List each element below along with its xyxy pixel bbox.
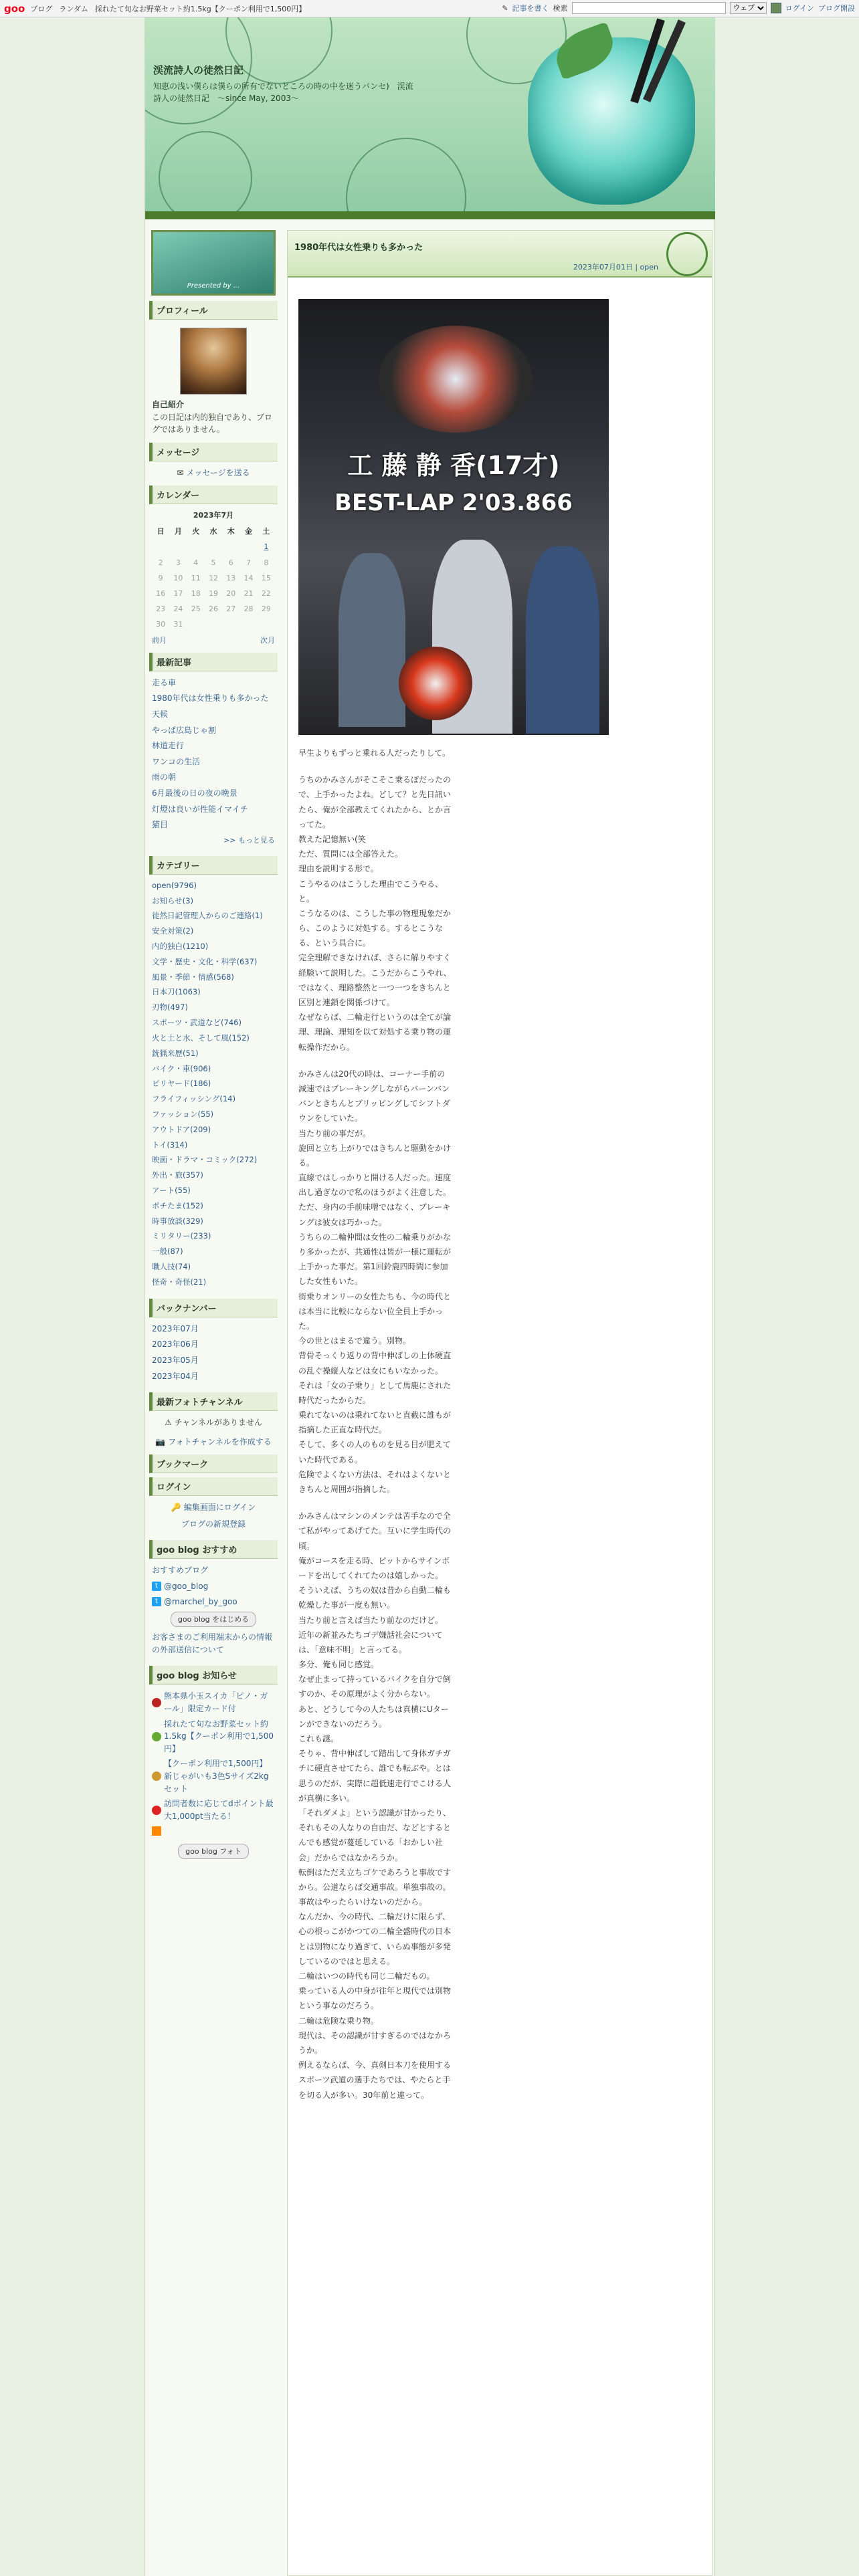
helmet-figure	[399, 647, 472, 720]
backnumber-item[interactable]: 2023年04月	[152, 1371, 199, 1381]
calendar-day: 26	[208, 604, 218, 613]
category-item[interactable]: 時事放談(329)	[152, 1216, 203, 1226]
calendar-day: 17	[173, 588, 183, 598]
mint-drink-image	[528, 37, 695, 205]
category-item[interactable]: アート(55)	[152, 1186, 191, 1196]
envelope-icon: ✉	[177, 467, 184, 477]
compose-link[interactable]: 記事を書く	[512, 4, 549, 13]
calendar-day: 4	[193, 558, 199, 567]
recent-item[interactable]: 林道走行	[152, 741, 185, 751]
photo-channel-heading: 最新フォトチャンネル	[149, 1392, 278, 1411]
calendar-day: 31	[173, 619, 183, 629]
category-item[interactable]: 怪奇・奇怪(21)	[152, 1277, 207, 1287]
calendar-day: 27	[226, 604, 236, 613]
category-item[interactable]: お知らせ(3)	[152, 895, 193, 905]
calendar-nav	[152, 635, 275, 646]
photo-caption-name: 工 藤 静 香(17才)	[347, 451, 560, 480]
category-item[interactable]: 安全対策(2)	[152, 926, 194, 936]
calendar-day	[258, 617, 275, 632]
recent-item[interactable]: 雨の朝	[152, 772, 177, 782]
weekday: 木	[227, 527, 235, 536]
main-content	[287, 230, 712, 2576]
weekday: 日	[157, 527, 165, 536]
person-figure	[526, 546, 599, 734]
recent-item[interactable]: 天候	[152, 709, 169, 719]
login-box	[148, 1500, 279, 1536]
prev-month-link[interactable]: 前月	[152, 635, 167, 645]
category-item[interactable]: 風景・季節・情感(568)	[152, 972, 234, 982]
calendar-day: 20	[226, 588, 236, 598]
start-blog-button[interactable]: goo blog をはじめる	[171, 1612, 256, 1627]
calendar-day: 10	[173, 573, 183, 582]
topbar-link-blog[interactable]: ブログ	[30, 4, 53, 13]
recommend-heading: goo blog おすすめ	[149, 1540, 278, 1559]
calendar-day: 8	[264, 558, 269, 567]
sidebar-banner[interactable]: Presented by ...	[151, 230, 276, 296]
profile-label: 自己紹介	[152, 400, 185, 409]
rss-icon[interactable]	[152, 1826, 161, 1836]
category-item[interactable]: 火と土と水、そして風(152)	[152, 1033, 250, 1043]
calendar-day: 28	[244, 604, 254, 613]
calendar-day: 25	[191, 604, 201, 613]
calendar-day: 14	[244, 573, 254, 582]
entry-category-link[interactable]: open	[640, 263, 658, 272]
category-item[interactable]: 刃物(497)	[152, 1002, 188, 1012]
weekday: 火	[192, 527, 200, 536]
entry-meta: 2023年07月01日 | open	[573, 263, 658, 272]
key-icon: 🔑	[171, 1503, 181, 1513]
category-item[interactable]: ミリタリー(233)	[152, 1231, 211, 1241]
calendar-day: 5	[211, 558, 216, 567]
header-divider	[145, 211, 715, 219]
recent-item[interactable]: 1980年代は女性乗りも多かった	[152, 693, 269, 704]
category-item[interactable]: 徒然日記管理人からのご連絡(1)	[152, 911, 263, 921]
calendar-day: 21	[244, 588, 254, 598]
news-link[interactable]: 訪問者数に応じてdポイント最大1,000pt当たる！	[164, 1799, 274, 1821]
photo-channel-box	[148, 1415, 279, 1451]
calendar-day: 22	[261, 588, 271, 598]
category-item[interactable]: スポーツ・武道など(746)	[152, 1018, 242, 1028]
weekday: 土	[262, 527, 270, 536]
recent-item[interactable]: 猫目	[152, 820, 169, 830]
category-item[interactable]: ポチたま(152)	[152, 1200, 203, 1210]
category-item[interactable]: アウトドア(209)	[152, 1124, 211, 1134]
calendar-box	[148, 508, 279, 648]
search-button[interactable]	[771, 3, 781, 13]
category-item[interactable]: open(9796)	[152, 880, 197, 890]
recent-more-link[interactable]: >> もっと見る	[223, 835, 275, 845]
calendar-month: 2023年7月	[193, 511, 234, 520]
login-link[interactable]: ログイン	[785, 4, 814, 13]
calendar-day	[152, 539, 169, 554]
search-scope-select[interactable]	[730, 2, 767, 14]
calendar-day: 16	[156, 588, 166, 598]
category-item[interactable]: 外出・旅(357)	[152, 1170, 203, 1180]
twitter-icon: t	[152, 1597, 161, 1606]
camera-icon: 📷	[155, 1436, 166, 1446]
calendar-day	[240, 617, 257, 632]
twitter-link[interactable]: @goo_blog	[164, 1582, 209, 1592]
recent-item[interactable]: 走る車	[152, 677, 177, 687]
category-item[interactable]: 銃猟来歴(51)	[152, 1048, 199, 1058]
calendar-day	[222, 617, 240, 632]
news-row	[152, 1718, 275, 1755]
category-item[interactable]: トイ(314)	[152, 1140, 188, 1150]
news-row	[152, 1757, 275, 1795]
topbar-right	[502, 2, 855, 14]
backnumber-heading: バックナンバー	[149, 1299, 278, 1317]
vegetable-icon	[152, 1732, 161, 1741]
blog-header	[145, 17, 715, 211]
search-label: 検索	[553, 4, 568, 13]
category-item[interactable]: 映画・ドラマ・コミック(272)	[152, 1155, 258, 1165]
topbar-link-promo[interactable]: 採れたて旬なお野菜セット約1.5kg【クーポン利用で1,500円】	[94, 4, 306, 13]
entry-paragraph: 早生よりもずっと乗れる人だったりして。	[298, 748, 451, 758]
calendar-day: 12	[208, 573, 218, 582]
pencil-icon: ✎	[502, 3, 508, 13]
backnumber-item[interactable]: 2023年05月	[152, 1355, 199, 1365]
recent-list	[148, 675, 279, 852]
goo-photo-button[interactable]: goo blog フォト	[178, 1844, 249, 1859]
calendar-table	[152, 524, 275, 631]
recent-heading: 最新記事	[149, 653, 278, 671]
message-heading: メッセージ	[149, 443, 278, 461]
topbar-link-random[interactable]: ランダム	[59, 4, 88, 13]
twitter-link[interactable]: @marchel_by_goo	[164, 1596, 237, 1606]
calendar-day: 9	[158, 573, 163, 582]
calendar-day: 7	[246, 558, 252, 567]
register-blog-link[interactable]: ブログの新規登録	[181, 1519, 246, 1529]
news-heading: goo blog お知らせ	[149, 1666, 278, 1685]
news-row	[152, 1798, 275, 1822]
login-heading: ログイン	[149, 1477, 278, 1496]
entry-paragraph: かみさんは20代の時は、コーナー手前の減速ではブレーキングしながらバーンバンバンときちんとブリッピングしてシフトダウンをしていた。 当たり前の事だが。 旋回と立ち上がりではきちんと駆動をかける。 直線ではしっかりと開ける人だった。速度出し過ぎなので私のほうがよく注意した。 ただ、身内の手前味噌ではなく、ブレーキングは彼女は巧かった。 うちらの二輪仲間は女性の二輪乗りがかなり多かったが、共通性は皆が一様に運転が上手かった事だ。第1回鈴鹿四時間に参加した女性もいた。 街乗りオンリーの女性たちも、今の時代とは本当に比較にならない位全員上手かった。 今の世とはまるで違う。別物。 背骨そっくり返りの背中伸ばしの上体硬直の乱ぐ操縦人などは女にもいなかった。 それは「女の子乗り」として馬鹿にされた時代だったからだ。 乗れてないのは乗れてないと直截に誰もが指摘した正直な時代だ。 そして、多くの人のものを見る目が肥えていた時代である。 危険でよくない方法は、それはよくないときちんと周囲が指摘した。	[298, 1069, 452, 1494]
backnumber-item[interactable]: 2023年07月	[152, 1323, 199, 1333]
calendar-day	[169, 539, 187, 554]
weekday: 月	[174, 527, 182, 536]
category-item[interactable]: 内的独白(1210)	[152, 942, 209, 952]
calendar-day: 24	[173, 604, 183, 613]
category-item[interactable]: フライフィッシング(14)	[152, 1094, 235, 1104]
motorcycle-figure	[379, 326, 533, 433]
open-blog-link[interactable]: ブログ開設	[818, 4, 855, 13]
recent-item[interactable]: 灯燈は良いが性能イマイチ	[152, 804, 248, 814]
next-month-link[interactable]: 次月	[260, 635, 275, 645]
privacy-notice-link[interactable]: お客さまのご利用端末からの情報の外部送信について	[152, 1632, 273, 1654]
profile-heading: プロフィール	[149, 301, 278, 320]
edit-login-link[interactable]: 編集画面にログイン	[183, 1503, 256, 1513]
calendar-day: 6	[228, 558, 233, 567]
calendar-day: 15	[261, 573, 271, 582]
news-link[interactable]: 熊本県小玉スイカ「ピノ・ガール」限定カード付	[164, 1691, 268, 1714]
entry-photo[interactable]	[298, 299, 609, 735]
profile-box	[148, 324, 279, 439]
recent-item[interactable]: 6月最後の日の夜の晩景	[152, 788, 237, 798]
backnumber-list	[148, 1321, 279, 1388]
person-figure	[339, 553, 405, 727]
calendar-day: 18	[191, 588, 201, 598]
calendar-day: 29	[261, 604, 271, 613]
avatar	[180, 328, 247, 395]
blog-title[interactable]: 渓流詩人の徒然日記	[153, 64, 244, 76]
news-link[interactable]: 採れたて旬なお野菜セット約1.5kg【クーポン利用で1,500円】	[164, 1719, 274, 1753]
global-topbar	[0, 0, 859, 17]
news-link[interactable]: 【クーポン利用で1,500円】新じゃがいも3色Sサイズ2kgセット	[164, 1759, 269, 1794]
twitter-row	[152, 1580, 275, 1593]
calendar-day	[205, 539, 222, 554]
entry-paragraph: うちのかみさんがそこそこ乗るぽだったので、上手かったよね。どして？と先日訊いたら、俺が全部教えてくれたから、とか言ってた。 教えた記憶無い(笑 ただ、質問には全部答えた。 理由を説明する形で。 こうやるのはこうした理由でこうやる、と。 こうなるのは、こうした事の物理現象だから、このように対処する。するとこうなる、という具合に。 完全理解できなければ、さらに解りやすく経験いて説明した。こうだからこうやれ、ではなく、理路整然と一つ一つをきちんと区別と連鎖を関係づけて。 なぜならば、二輪走行というのは全てが論理、理論、理知を以て対処する乗り物の運転操作だから。	[298, 775, 452, 1052]
twitter-icon: t	[152, 1582, 161, 1591]
calendar-day: 19	[208, 588, 218, 598]
calendar-day-link[interactable]: 1	[264, 542, 269, 552]
calendar-day	[187, 617, 205, 632]
calendar-heading: カレンダー	[149, 486, 278, 504]
calendar-day: 3	[175, 558, 181, 567]
create-photo-channel-link[interactable]: フォトチャンネルを作成する	[168, 1436, 272, 1446]
news-row	[152, 1690, 275, 1715]
entry-header	[288, 231, 712, 278]
bookmark-heading: ブックマーク	[149, 1455, 278, 1473]
recommend-blog-link[interactable]: おすすめブログ	[152, 1566, 209, 1576]
calendar-day: 11	[191, 573, 201, 582]
weekday: 金	[245, 527, 253, 536]
watermelon-icon	[152, 1698, 161, 1707]
goo-logo[interactable]: goo	[4, 2, 25, 15]
recent-item[interactable]: やっぱ広島じゃ割	[152, 725, 217, 735]
calendar-day: 23	[156, 604, 166, 613]
calendar-day	[205, 617, 222, 632]
news-box	[148, 1689, 279, 1862]
category-list	[148, 879, 279, 1295]
category-item[interactable]: 一般(87)	[152, 1247, 183, 1257]
calendar-day: 13	[226, 573, 236, 582]
send-message-link[interactable]: メッセージを送る	[186, 467, 250, 477]
category-heading: カテゴリー	[149, 856, 278, 875]
profile-text: この日記は内的独自であり、ブログではありません。	[152, 412, 273, 435]
category-item[interactable]: ファッション(55)	[152, 1109, 214, 1119]
category-item[interactable]: 文学・歴史・文化・科学(637)	[152, 956, 258, 966]
photo-caption-laptime: BEST-LAP 2'03.866	[335, 490, 573, 516]
calendar-day: 2	[158, 558, 163, 567]
category-item[interactable]: 日本刀(1063)	[152, 987, 201, 997]
calendar-day	[240, 539, 257, 554]
entry-date-link[interactable]: 2023年07月01日	[573, 263, 633, 272]
sidebar	[148, 230, 279, 1862]
photo-channel-empty: ⚠ チャンネルがありません	[165, 1418, 262, 1428]
entry-title[interactable]: 1980年代は女性乗りも多かった	[294, 243, 423, 253]
calendar-day	[187, 539, 205, 554]
category-item[interactable]: 職人技(74)	[152, 1262, 191, 1272]
recent-item[interactable]: ワンコの生活	[152, 756, 201, 766]
calendar-day	[222, 539, 240, 554]
message-box	[148, 465, 279, 482]
category-item[interactable]: ビリヤード(186)	[152, 1079, 211, 1089]
recommend-box	[148, 1563, 279, 1662]
twitter-row	[152, 1596, 275, 1608]
search-input[interactable]	[572, 2, 726, 14]
backnumber-item[interactable]: 2023年06月	[152, 1339, 199, 1350]
leaf-ornament-icon	[159, 131, 252, 211]
entry-paragraph: かみさんはマシンのメンテは苦手なので全て私がやってあげてた。互いに学生時代の頃。 俺がコースを走る時、ピットからサインボードを出してくれてたのは嬉しかった。 そういえば、うちの奴は昔から自動二輪も乾燥した事が一度も無い。 当たり前と言えば当たり前なのだけど。 近年の新並みたちゴデ嫌話社会については、「意味不明」と言ってる。 多分、俺も同じ感覚。 なぜ止まって持っているバイクを自分で倒すのか、その原理がよく分からない。 あと、どうして今の人たちは真横にUターンができないのだろう。 これも謎。 そりゃ、背中伸ばして踏出して身体ガチガチに硬直させてたら、誰でも転ぶや。とは思うのだが、実際に超低速走行でこける人が真横に多い。 「それダメよ」という認識が甘かったり、それもその人なりの自由だ、などとするとんでも感覚が蔓延している「おかしい社会」だからではなかろうか。 転倒はただえ立ちゴケであろうと事故ですから。公道ならば交通事故。単独事故の。 事故はやったらいけないのだから。 なんだか、今の時代、二輪だけに限らず、心の根っこがかつての二輪全盛時代の日本とは別物になり過ぎて、いらぬ事態が多発しているのではと思える。 二輪はいつの時代も同じ二輪だもの。 乗っている人の中身が往年と現代では別物という事なのだろう。 二輪は危険な乗り物。 現代は、その認識が甘すぎるのではなかろうか。 例えるならば、今、真剣日本刀を使用するスポーツ武道の選手たちでは、やたらと手を切る人が多い。30年前と違って。	[298, 1511, 452, 2100]
leaf-ornament-icon	[346, 138, 466, 211]
leaf-ornament-icon	[666, 232, 708, 276]
blog-description: 知恵の浅い僕らは僕らの所有でないところの時の中を迷うパンセ) 渓流詩人の徒然日記 〜since May, 2003〜	[153, 82, 413, 103]
weekday: 水	[209, 527, 217, 536]
page-frame	[145, 17, 714, 2576]
d-point-icon	[152, 1806, 161, 1815]
potato-icon	[152, 1772, 161, 1781]
entry-body	[298, 746, 452, 2115]
calendar-day: 30	[156, 619, 166, 629]
warning-icon: ⚠	[165, 1418, 175, 1428]
category-item[interactable]: バイク・車(906)	[152, 1063, 211, 1073]
